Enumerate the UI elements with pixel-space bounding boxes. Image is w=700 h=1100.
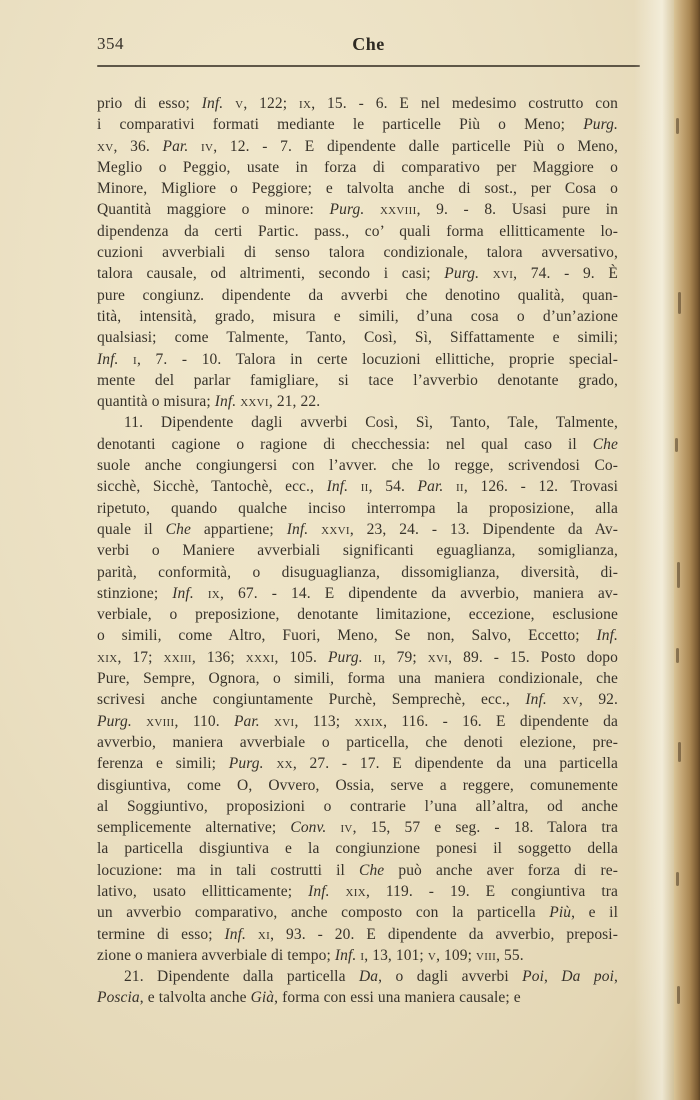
text-line: Quantità maggiore o minore: Purg. xxviii, 9. - 8. Usasi pure in — [97, 201, 618, 219]
text-line: verbiale, o preposizione, denotante limitazione, eccezione, esclusione — [97, 606, 618, 624]
text-line: lativo, usato ellitticamente; Inf. xix, 119. - 19. E congiuntiva tra — [97, 882, 618, 900]
text-line: verbi o Maniere avverbiali significanti eguaglianza, somiglianza, — [97, 542, 618, 560]
header-rule — [97, 65, 640, 67]
text-line: la particella disgiuntiva e la congiunzione ponesi il soggetto della — [97, 840, 618, 858]
text-line: ferenza e simili; Purg. xx, 27. - 17. E dipendente da una particella — [97, 755, 618, 773]
text-line: Pure, Sempre, Ognora, o simili, forma una maniera condizionale, che — [97, 670, 618, 688]
page-edge-tick — [675, 438, 678, 452]
text-line: Meglio o Peggio, usate in forza di comparativo per Maggiore o — [97, 158, 618, 176]
text-line: quantità o misura; Inf. xxvi, 21, 22. — [97, 393, 321, 411]
page-header — [97, 34, 640, 58]
text-line: al Soggiuntivo, proposizioni o contrarie l’una all’altra, od anche — [97, 797, 618, 815]
page-edge-tick — [676, 118, 679, 134]
text-line: scrivesi anche congiuntamente Purchè, Semprechè, ecc., Inf. xv, 92. — [97, 691, 618, 709]
text-line: disgiuntiva, come O, Ovvero, Ossia, serve a reggere, comunemente — [97, 776, 618, 794]
text-line: qualsiasi; come Talmente, Tanto, Così, Sì, Siffattamente e simili; — [97, 329, 618, 347]
text-line: i comparativi formati mediante le particelle Più o Meno; Purg. — [97, 116, 618, 134]
page-edge-tick — [677, 562, 680, 588]
page-edge-tick — [676, 872, 679, 886]
text-line: talora causale, od altrimenti, secondo i casi; Purg. xvi, 74. - 9. È — [97, 265, 618, 283]
text-line: xix, 17; xxiii, 136; xxxi, 105. Purg. ii, 79; xvi, 89. - 15. Posto dopo — [97, 648, 618, 666]
text-line: xv, 36. Par. iv, 12. - 7. E dipendente dalle particelle Più o Meno, — [97, 137, 618, 155]
text-line: avverbio, maniera avverbiale o particella, che denoti elezione, pre- — [97, 733, 618, 751]
text-line: parità, conformità, o disuguaglianza, dissomiglianza, diversità, di- — [97, 563, 618, 581]
text-line: dipendenza da certi Partic. pass., co’ quali forma ellitticamente lo- — [97, 222, 618, 240]
text-line: tità, intensità, grado, misura e simili, d’una cosa o d’un’azione — [97, 307, 618, 325]
text-line: pure congiunz. dipendente da avverbi che denotino qualità, quan- — [97, 286, 618, 304]
text-line: quale il Che appartiene; Inf. xxvi, 23, 24. - 13. Dipendente da Av- — [97, 520, 618, 538]
text-line: locuzione: ma in tali costrutti il Che può anche aver forza di re- — [97, 861, 618, 879]
text-line: 11. Dipendente dagli avverbi Così, Sì, Tanto, Tale, Talmente, — [124, 414, 618, 432]
text-line: suole anche congiungersi con l’avver. che lo regge, scrivendosi Co- — [97, 457, 618, 475]
text-line: mente del parlar famigliare, si tace l’avverbio denotante grado, — [97, 371, 618, 389]
page-edge-tick — [676, 648, 679, 663]
paper-edge-highlight — [634, 0, 674, 1100]
text-line: cuzioni avverbiali di senso talora condizionale, talora avversativo, — [97, 244, 618, 262]
text-line: ripetuto, quando qualche inciso interrompa la proposizione, alla — [97, 499, 618, 517]
book-edge — [674, 0, 700, 1100]
text-line: denotanti cagione o ragione di checchessia: nel qual caso il Che — [97, 435, 618, 453]
body-text — [97, 93, 618, 1009]
text-line: zione o maniera avverbiale di tempo; Inf. i, 13, 101; v, 109; viii, 55. — [97, 946, 524, 964]
text-line: 21. Dipendente dalla particella Da, o dagli avverbi Poi, Da poi, — [124, 968, 618, 986]
page-edge-tick — [677, 986, 680, 1004]
text-line: Minore, Migliore o Peggiore; e talvolta anche di sost., per Cosa o — [97, 180, 618, 198]
text-line: Purg. xviii, 110. Par. xvi, 113; xxix, 116. - 16. E dipendente da — [97, 712, 618, 730]
text-line: termine di esso; Inf. xi, 93. - 20. E dipendente da avverbio, preposi- — [97, 925, 618, 943]
text-line: semplicemente alternative; Conv. iv, 15, 57 e seg. - 18. Talora tra — [97, 819, 618, 837]
text-line: stinzione; Inf. ix, 67. - 14. E dipendente da avverbio, maniera av- — [97, 584, 618, 602]
running-head: Che — [352, 34, 385, 54]
text-line: Inf. i, 7. - 10. Talora in certe locuzioni ellittiche, proprie special- — [97, 350, 618, 368]
page-edge-tick — [678, 292, 681, 314]
text-line: Poscia, e talvolta anche Già, forma con essi una maniera causale; e — [97, 989, 521, 1007]
page-edge-tick — [678, 742, 681, 762]
page-number: 354 — [97, 34, 124, 53]
text-line: prio di esso; Inf. v, 122; ix, 15. - 6. E nel medesimo costrutto con — [97, 95, 618, 112]
text-line: o simili, come Altro, Fuori, Meno, Se non, Salvo, Eccetto; Inf. — [97, 627, 618, 645]
text-line: un avverbio comparativo, anche composto con la particella Più, e il — [97, 904, 618, 922]
text-line: sicchè, Sicchè, Tantochè, ecc., Inf. ii, 54. Par. ii, 126. - 12. Trovasi — [97, 478, 618, 496]
